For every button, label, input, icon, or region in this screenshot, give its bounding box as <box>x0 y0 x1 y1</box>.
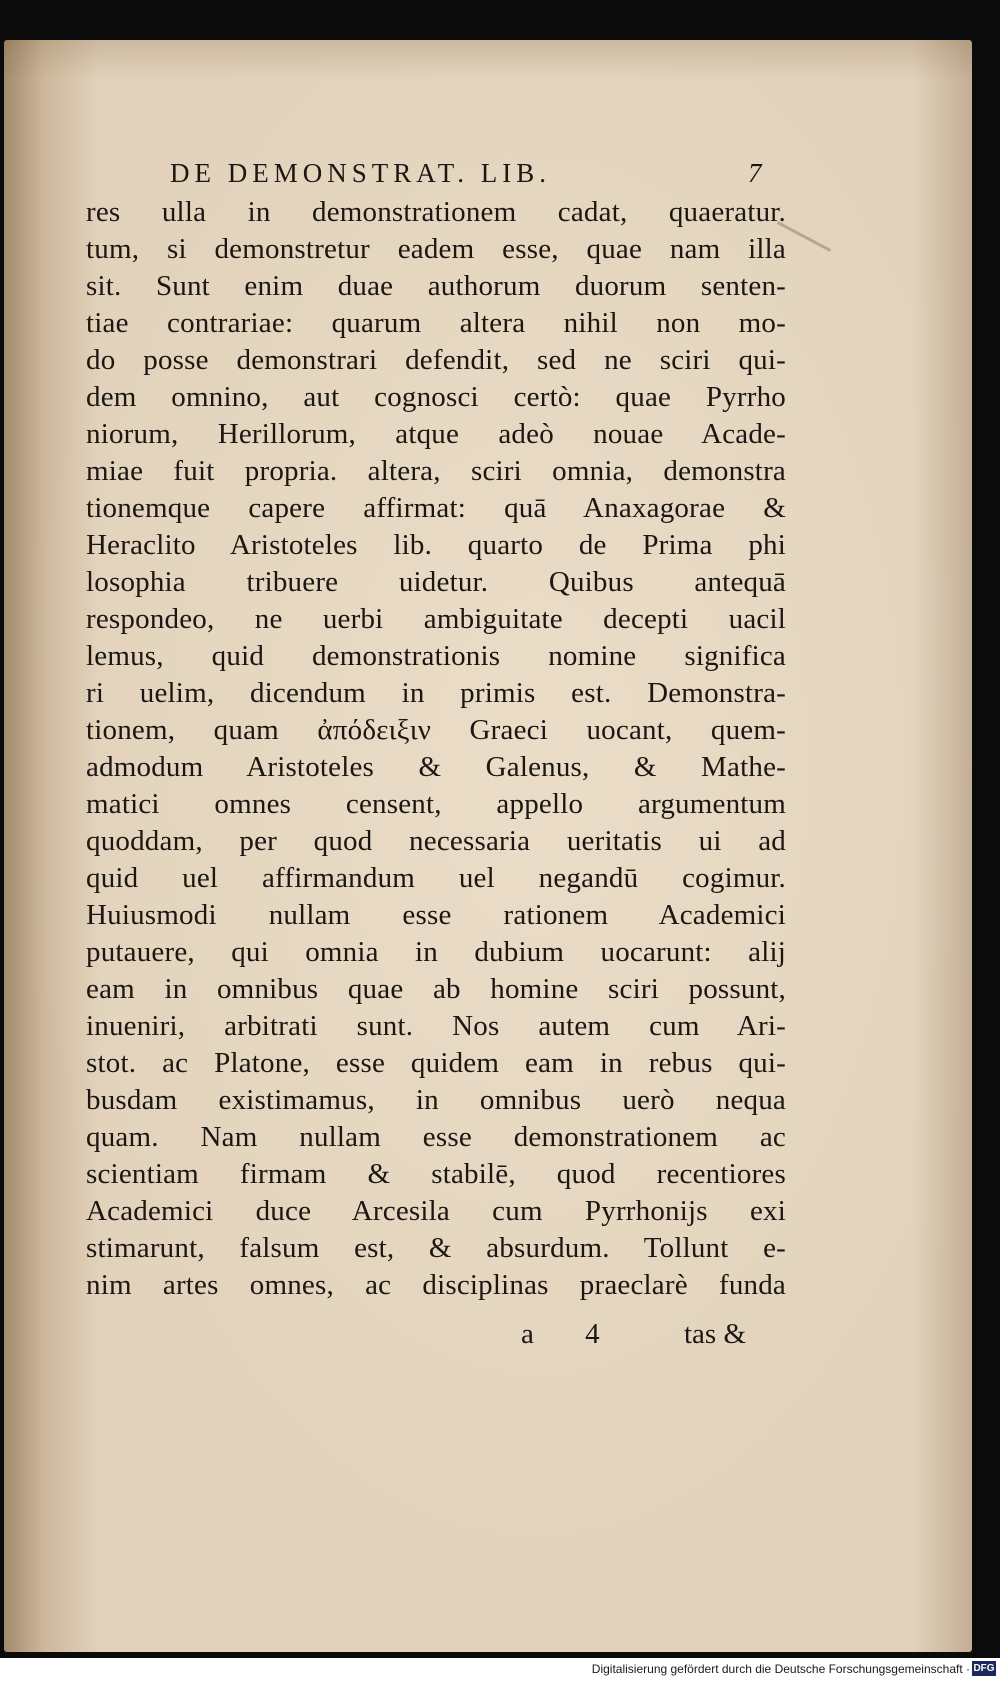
text-line: quoddam, per quod necessaria ueritatis ui ad <box>86 825 786 857</box>
text-line: respondeo, ne uerbi ambiguitate decepti uacil <box>86 603 786 635</box>
text-line: tiae contrariae: quarum altera nihil non mo- <box>86 307 786 339</box>
text-line: stot. ac Platone, esse quidem eam in rebus qui- <box>86 1047 786 1079</box>
body-text <box>86 194 786 1304</box>
text-line: busdam existimamus, in omnibus uerò nequa <box>86 1084 786 1116</box>
book-page <box>4 40 972 1652</box>
text-line: tum, si demonstretur eadem esse, quae nam illa <box>86 233 786 265</box>
text-line: Heraclito Aristoteles lib. quarto de Prima phi <box>86 529 786 561</box>
running-head-title: DE DEMONSTRAT. LIB. <box>170 158 551 188</box>
text-line: scientiam firmam & stabilē, quod recentiores <box>86 1158 786 1190</box>
text-line: lemus, quid demonstrationis nomine significa <box>86 640 786 672</box>
text-line: quid uel affirmandum uel negandū cogimur. <box>86 862 786 894</box>
text-line: dem omnino, aut cognosci certò: quae Pyrrho <box>86 381 786 413</box>
dfg-logo-icon: DFG <box>973 1663 995 1674</box>
text-line: inueniri, arbitrati sunt. Nos autem cum Ari- <box>86 1010 786 1042</box>
catchword: tas & <box>684 1318 747 1350</box>
text-line: res ulla in demonstrationem cadat, quaeratur. <box>86 196 786 228</box>
text-line: tionemque capere affirmat: quā Anaxagorae & <box>86 492 786 524</box>
text-block <box>86 152 786 1350</box>
running-head <box>86 152 786 194</box>
text-line: niorum, Herillorum, atque adeò nouae Acade- <box>86 418 786 450</box>
text-line: Huiusmodi nullam esse rationem Academici <box>86 899 786 931</box>
text-line: tionem, quam ἀπόδειξιν Graeci uocant, quem- <box>86 714 786 746</box>
text-line: sit. Sunt enim duae authorum duorum senten- <box>86 270 786 302</box>
text-line: admodum Aristoteles & Galenus, & Mathe- <box>86 751 786 783</box>
footer-credit: Digitalisierung gefördert durch die Deutsche Forschungsgemeinschaft · <box>591 1662 970 1676</box>
text-line: losophia tribuere uidetur. Quibus antequā <box>86 566 786 598</box>
signature-line <box>86 1314 786 1354</box>
text-line: ri uelim, dicendum in primis est. Demonstra- <box>86 677 786 709</box>
text-line: nim artes omnes, ac disciplinas praeclarè funda <box>86 1269 786 1301</box>
text-line: quam. Nam nullam esse demonstrationem ac <box>86 1121 786 1153</box>
text-line: putauere, qui omnia in dubium uocarunt: alij <box>86 936 786 968</box>
footer-bar <box>0 1658 1000 1681</box>
text-line: miae fuit propria. altera, sciri omnia, demonstra <box>86 455 786 487</box>
text-line: stimarunt, falsum est, & absurdum. Tollunt e- <box>86 1232 786 1264</box>
text-line: matici omnes censent, appello argumentum <box>86 788 786 820</box>
text-line: do posse demonstrari defendit, sed ne sciri qui- <box>86 344 786 376</box>
page-number: 7 <box>748 158 767 188</box>
text-line: Academici duce Arcesila cum Pyrrhonijs exi <box>86 1195 786 1227</box>
text-line: eam in omnibus quae ab homine sciri possunt, <box>86 973 786 1005</box>
signature-mark: a 4 <box>521 1318 622 1350</box>
